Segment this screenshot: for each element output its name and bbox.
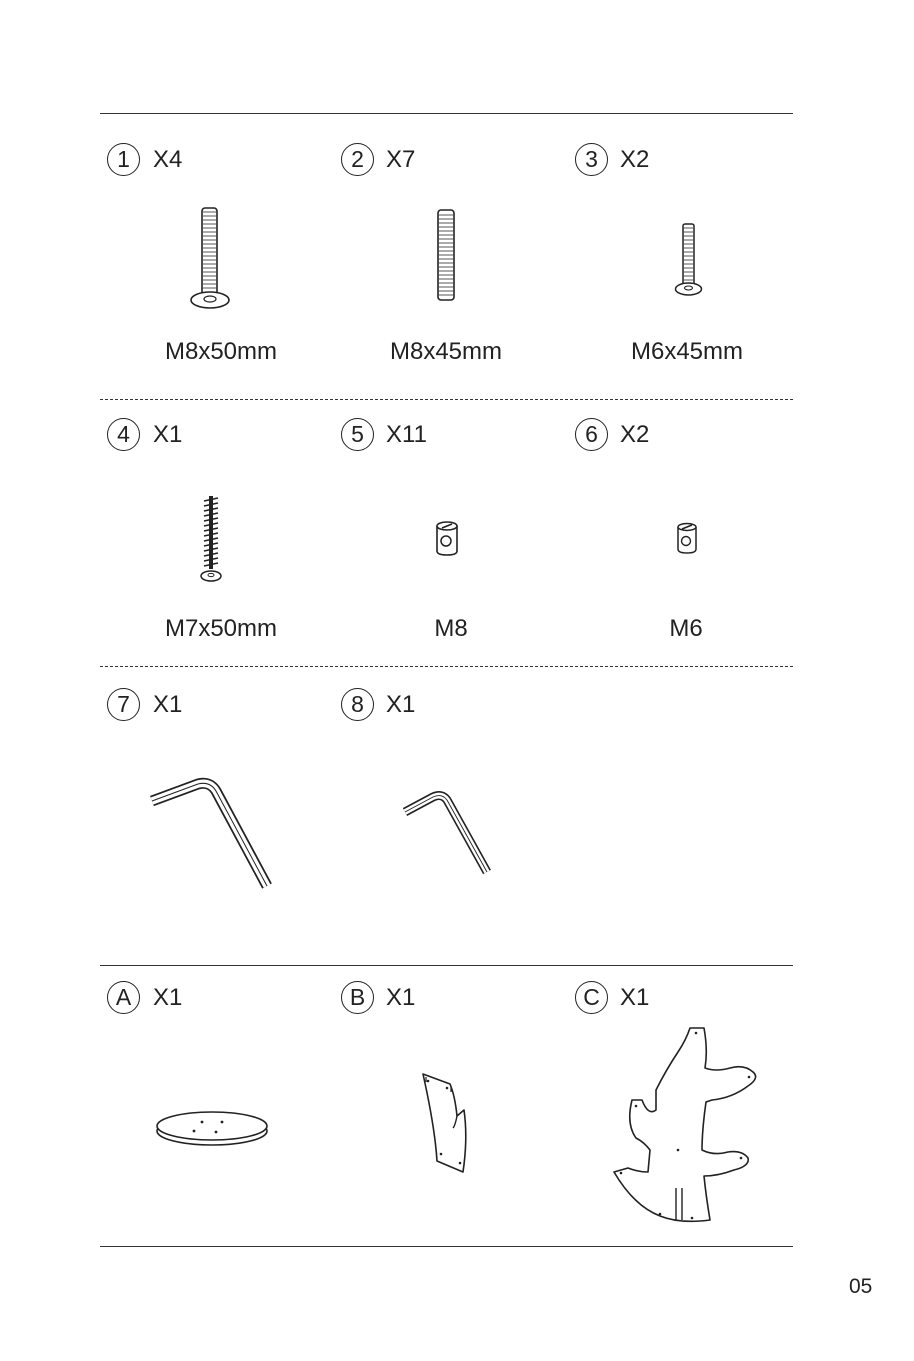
part-1-number: 1 <box>107 143 140 176</box>
part-5-quantity: X11 <box>386 421 427 448</box>
round-base-icon <box>150 1100 275 1155</box>
part-4-quantity: X1 <box>153 421 183 448</box>
part-5-number: 5 <box>341 418 374 451</box>
part-4-size: M7x50mm <box>164 615 278 642</box>
barrel-nut-m6-icon <box>673 520 701 556</box>
part-6-number: 6 <box>575 418 608 451</box>
panels-divider <box>100 965 793 966</box>
row-divider-1 <box>100 399 793 400</box>
part-2-number: 2 <box>341 143 374 176</box>
part-a-letter: A <box>107 981 140 1014</box>
part-1-quantity: X4 <box>153 146 183 173</box>
allen-key-large-icon <box>140 775 280 900</box>
wood-screw-icon <box>196 493 226 585</box>
part-8-number: 8 <box>341 688 374 721</box>
part-3-number: 3 <box>575 143 608 176</box>
threaded-rod-icon <box>430 207 462 303</box>
part-a-quantity: X1 <box>153 984 183 1011</box>
part-1-size: M8x50mm <box>164 338 278 365</box>
part-6-quantity: X2 <box>620 421 650 448</box>
part-5-size: M8 <box>434 615 468 642</box>
support-panel-icon <box>415 1068 480 1178</box>
part-3-quantity: X2 <box>620 146 650 173</box>
part-4-number: 4 <box>107 418 140 451</box>
part-3-size: M6x45mm <box>630 338 744 365</box>
part-8-quantity: X1 <box>386 691 416 718</box>
part-2-size: M8x45mm <box>389 338 503 365</box>
page-number: 05 <box>849 1275 873 1298</box>
part-7-number: 7 <box>107 688 140 721</box>
part-b-quantity: X1 <box>386 984 416 1011</box>
bolt-m8-long-icon <box>185 203 235 313</box>
part-c-letter: C <box>575 981 608 1014</box>
tree-panel-icon <box>608 1020 768 1225</box>
bottom-rule <box>100 1246 793 1247</box>
part-b-letter: B <box>341 981 374 1014</box>
allen-key-small-icon <box>395 787 500 882</box>
part-6-size: M6 <box>669 615 703 642</box>
part-7-quantity: X1 <box>153 691 183 718</box>
top-rule <box>100 113 793 114</box>
barrel-nut-m8-icon <box>432 518 462 558</box>
row-divider-2 <box>100 666 793 667</box>
part-2-quantity: X7 <box>386 146 416 173</box>
bolt-m6-icon <box>670 220 706 300</box>
part-c-quantity: X1 <box>620 984 650 1011</box>
